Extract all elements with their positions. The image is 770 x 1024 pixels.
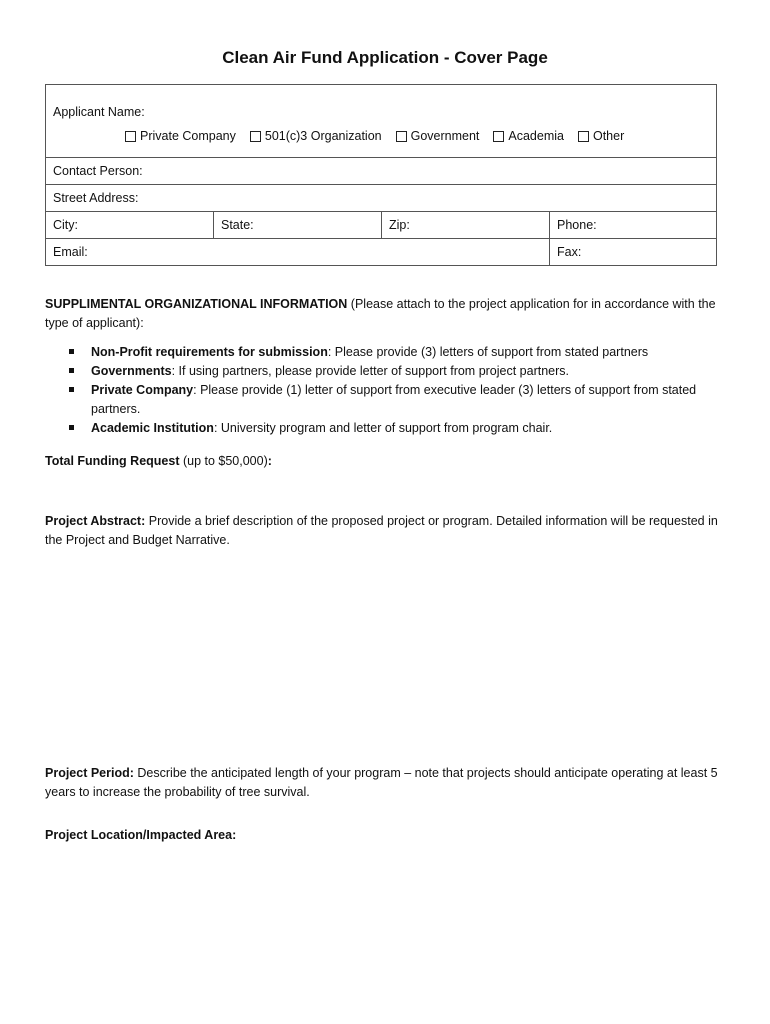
fax-label: Fax: bbox=[557, 245, 582, 259]
state-label: State: bbox=[221, 218, 254, 232]
academia-checkbox[interactable] bbox=[493, 131, 504, 142]
supplemental-intro-text: (Please attach to the project application for in accordance with the type of applicant): bbox=[45, 297, 716, 330]
option-private-company[interactable] bbox=[125, 129, 236, 143]
phone-label: Phone: bbox=[557, 218, 597, 232]
fax-field[interactable] bbox=[550, 239, 717, 266]
funding-request-colon: : bbox=[267, 454, 272, 468]
supplemental-intro bbox=[45, 295, 725, 333]
requirements-list bbox=[45, 343, 725, 438]
government-checkbox[interactable] bbox=[396, 131, 407, 142]
project-abstract-text: Provide a brief description of the proposed project or program. Detailed information will be requested in the Project and Budget Narrative. bbox=[45, 514, 718, 547]
requirement-label: Non-Profit requirements for submission bbox=[91, 345, 328, 359]
street-address-field[interactable] bbox=[46, 185, 717, 212]
list-item bbox=[45, 419, 725, 438]
project-abstract-label: Project Abstract: bbox=[45, 514, 146, 528]
email-field[interactable] bbox=[46, 239, 550, 266]
project-period-text: Describe the anticipated length of your program – note that projects should anticipate operating at least 5 years to increase the probability of tree survival. bbox=[45, 766, 718, 799]
project-abstract[interactable] bbox=[45, 512, 725, 550]
zip-field[interactable] bbox=[382, 212, 550, 239]
funding-request-label: Total Funding Request bbox=[45, 454, 180, 468]
project-period[interactable] bbox=[45, 764, 725, 802]
option-government[interactable] bbox=[396, 129, 480, 143]
project-location[interactable] bbox=[45, 826, 725, 845]
requirement-text: : Please provide (3) letters of support from stated partners bbox=[327, 345, 649, 359]
other-checkbox[interactable] bbox=[578, 131, 589, 142]
city-field[interactable] bbox=[46, 212, 214, 239]
contact-person-field[interactable] bbox=[46, 158, 717, 185]
page-title: Clean Air Fund Application - Cover Page bbox=[222, 48, 548, 67]
option-other[interactable] bbox=[578, 129, 624, 143]
private-company-label: Private Company bbox=[140, 129, 236, 143]
supplemental-info-section bbox=[45, 295, 725, 438]
applicant-name-cell[interactable] bbox=[46, 85, 717, 158]
academia-label: Academia bbox=[508, 129, 564, 143]
phone-field[interactable] bbox=[550, 212, 717, 239]
501c3-organization-checkbox[interactable] bbox=[250, 131, 261, 142]
street-address-label: Street Address: bbox=[53, 191, 139, 205]
government-label: Government bbox=[410, 129, 480, 143]
requirement-label: Private Company bbox=[91, 383, 194, 397]
list-item bbox=[45, 343, 725, 362]
other-label: Other bbox=[592, 129, 625, 143]
funding-request[interactable] bbox=[45, 452, 725, 471]
funding-request-note: (up to $50,000) bbox=[179, 454, 268, 468]
organization-type-options bbox=[125, 129, 709, 143]
city-label: City: bbox=[53, 218, 78, 232]
requirement-text: : If using partners, please provide letter of support from project partners. bbox=[171, 364, 570, 378]
email-label: Email: bbox=[53, 245, 88, 259]
state-field[interactable] bbox=[214, 212, 382, 239]
list-item bbox=[45, 381, 725, 419]
option-501c3-organization[interactable] bbox=[250, 129, 382, 143]
supplemental-heading: SUPPLIMENTAL ORGANIZATIONAL INFORMATION bbox=[45, 297, 348, 311]
requirement-label: Governments bbox=[91, 364, 172, 378]
applicant-info-table bbox=[45, 84, 717, 266]
private-company-checkbox[interactable] bbox=[125, 131, 136, 142]
requirement-text: : University program and letter of support from program chair. bbox=[213, 421, 553, 435]
project-location-label: Project Location/Impacted Area: bbox=[45, 828, 237, 842]
requirement-label: Academic Institution bbox=[91, 421, 214, 435]
requirement-text: : Please provide (1) letter of support from executive leader (3) letters of support from stated partners. bbox=[91, 383, 697, 416]
contact-person-label: Contact Person: bbox=[53, 164, 143, 178]
option-academia[interactable] bbox=[493, 129, 564, 143]
501c3-organization-label: 501(c)3 Organization bbox=[264, 129, 382, 143]
zip-label: Zip: bbox=[389, 218, 410, 232]
project-period-label: Project Period: bbox=[45, 766, 134, 780]
applicant-name-label: Applicant Name: bbox=[53, 105, 145, 119]
list-item bbox=[45, 362, 725, 381]
